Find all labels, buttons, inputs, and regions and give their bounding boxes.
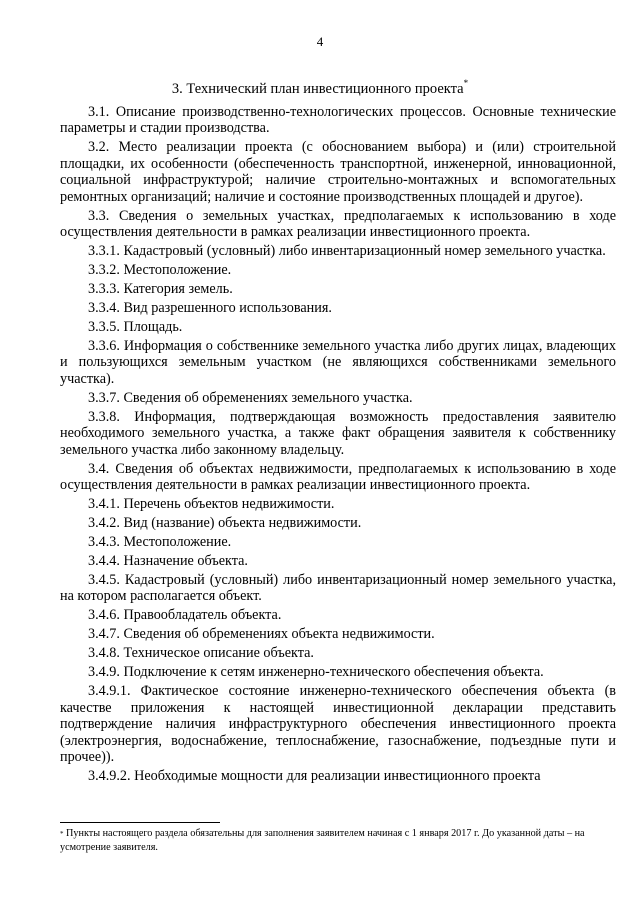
paragraph-3-2: 3.2. Место реализации проекта (с обоснованием выбора) и (или) строительной площадки, их особенности (обеспеченность транспортной, инженерной, инновационной, социальной инфраструктурой; наличие строительно-монтажных и вспомогательных ремонтных организаций; наличие и состояние производственных площадей и другое).	[60, 139, 616, 205]
footnote-divider	[60, 822, 220, 823]
paragraph-3-3-8: 3.3.8. Информация, подтверждающая возможность предоставления заявителю необходимого земельного участка, а также факт обращения заявителя к собственнику земельного участка либо законному владельцу.	[60, 408, 616, 458]
paragraph-3-4-9-1: 3.4.9.1. Фактическое состояние инженерно-технического обеспечения объекта (в качестве приложения к настоящей инвестиционной декларации представить подтверждение наличия инфраструктурного обеспечения инвестиционного проекта (электроэнергия, водоснабжение, теплоснабжение, газоснабжение, подъездные пути и прочее)).	[60, 683, 616, 766]
footnote	[60, 827, 616, 855]
footnote-marker-note: *	[60, 830, 64, 838]
paragraph-3-4-2: 3.4.2. Вид (название) объекта недвижимости.	[88, 515, 362, 532]
paragraph-3-1: 3.1. Описание производственно-технологических процессов. Основные технические параметры и стадии производства.	[60, 104, 616, 137]
section-title-text: 3. Технический план инвестиционного проекта	[171, 81, 464, 97]
document-body	[60, 104, 616, 787]
paragraph-3-3-1: 3.3.1. Кадастровый (условный) либо инвентаризационный номер земельного участка.	[88, 243, 606, 260]
paragraph-3-4: 3.4. Сведения об объектах недвижимости, предполагаемых к использованию в ходе осуществления деятельности в рамках реализации инвестиционного проекта.	[60, 460, 616, 494]
paragraph-3-3-4: 3.3.4. Вид разрешенного использования.	[88, 300, 332, 317]
page-number: 4	[316, 34, 324, 49]
paragraph-3-3-6: 3.3.6. Информация о собственнике земельного участка либо других лицах, владеющих и пользующихся земельным участком (не являющихся собственниками земельного участка).	[60, 338, 616, 387]
paragraph-3-4-7: 3.4.7. Сведения об обременениях объекта недвижимости.	[88, 626, 435, 643]
paragraph-3-4-9-2: 3.4.9.2. Необходимые мощности для реализации инвестиционного проекта	[88, 768, 541, 785]
paragraph-3-3-2: 3.3.2. Местоположение.	[88, 262, 232, 279]
paragraph-3-4-3: 3.4.3. Местоположение.	[88, 534, 232, 551]
paragraph-3-4-1: 3.4.1. Перечень объектов недвижимости.	[88, 496, 335, 513]
footnote-text: Пункты настоящего раздела обязательны для заполнения заявителем начиная с 1 января 2017 г. До указанной даты – на усмотрение заявителя.	[60, 828, 585, 853]
paragraph-3-4-5: 3.4.5. Кадастровый (условный) либо инвентаризационный номер земельного участка, на котором располагается объект.	[60, 572, 616, 605]
paragraph-3-3: 3.3. Сведения о земельных участках, предполагаемых к использованию в ходе осуществления деятельности в рамках реализации инвестиционного проекта.	[60, 207, 616, 241]
paragraph-3-3-5: 3.3.5. Площадь.	[88, 319, 183, 336]
paragraph-3-3-3: 3.3.3. Категория земель.	[88, 281, 233, 298]
paragraph-3-4-4: 3.4.4. Назначение объекта.	[88, 553, 248, 570]
section-title	[0, 78, 640, 98]
paragraph-3-4-8: 3.4.8. Техническое описание объекта.	[88, 645, 314, 662]
paragraph-3-4-9: 3.4.9. Подключение к сетям инженерно-технического обеспечения объекта.	[88, 664, 544, 681]
footnote-marker: *	[463, 78, 469, 88]
paragraph-3-3-7: 3.3.7. Сведения об обременениях земельного участка.	[88, 389, 413, 406]
paragraph-3-4-6: 3.4.6. Правообладатель объекта.	[88, 607, 282, 624]
